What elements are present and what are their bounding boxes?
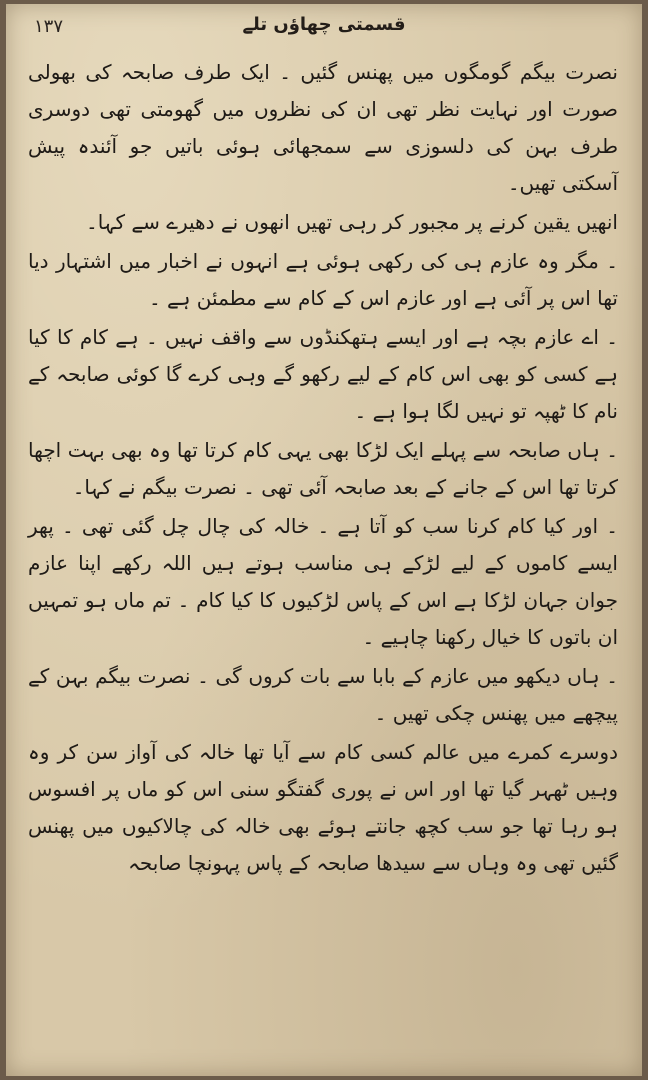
paragraph-7: ۔ ہاں دیکھو میں عازم کے بابا سے بات کروں گی ۔ نصرت بیگم بہن کے پیچھے میں پھنس چکی تھیں ۔ <box>28 664 618 725</box>
paragraph-5: ۔ ہاں صابحہ سے پہلے ایک لڑکا بھی یہی کام کرتا تھا وہ بھی بہت اچھا کرتا تھا اس کے جانے کے بعد صابحہ آئی تھی ۔ نصرت بیگم نے کہا۔ <box>28 438 618 499</box>
paragraph-8: دوسرے کمرے میں عالم کسی کام سے آیا تھا خالہ کی آواز سن کر وہ وہیں ٹھہر گیا تھا اور اس نے پوری گفتگو سنی اس کو ماں پر افسوس ہو رہا تھا جو سب کچھ جانتے ہوئے بھی خالہ کی چالاکیوں میں پھنس گئیں تھی وہ وہاں سے سیدھا صابحہ کے پاس پہونچا صابحہ <box>28 740 618 875</box>
page-number: ۱۳۷ <box>34 16 64 37</box>
paragraph-1: نصرت بیگم گومگوں میں پھنس گئیں ۔ ایک طرف صابحہ کی بھولی صورت اور نہایت نظر تھی ان کی نظروں میں گھومتی تھی دوسری طرف بہن کی دلسوزی سے سمجھائی ہوئی باتیں جو آئندہ پیش آسکتی تھیں۔ <box>28 60 618 195</box>
paragraph-2: انھیں یقین کرنے پر مجبور کر رہی تھیں انھوں نے دھیرے سے کہا۔ <box>86 210 618 234</box>
paragraph-6: ۔ اور کیا کام کرنا سب کو آتا ہے ۔ خالہ کی چال چل گئی تھی ۔ پھر ایسے کاموں کے لیے لڑکے ہی مناسب ہوتے ہیں اللہ رکھے اپنا عازم جوان جہان لڑکا ہے اس کے پاس لڑکیوں کا کیا کام ۔ تم ماں ہو تمہیں ان باتوں کا خیال رکھنا چاہیے ۔ <box>28 514 618 649</box>
paragraph-3: ۔ مگر وہ عازم ہی کی رکھی ہوئی ہے انہوں نے اخبار میں اشتہار دیا تھا اس پر آئی ہے اور عازم اس کے کام سے مطمئن ہے ۔ <box>28 249 619 310</box>
running-header: قسمتی چھاؤں تلے <box>242 14 406 35</box>
body-text <box>28 54 618 884</box>
book-page <box>6 4 642 1076</box>
paragraph-4: ۔ اے عازم بچہ ہے اور ایسے ہتھکنڈوں سے واقف نہیں ۔ ہے کام کا کیا ہے کسی کو بھی اس کام کے لیے رکھو گے وہی کرے گا کوئی صابحہ کے نام کا ٹھپہ تو نہیں لگا ہوا ہے ۔ <box>28 325 618 423</box>
